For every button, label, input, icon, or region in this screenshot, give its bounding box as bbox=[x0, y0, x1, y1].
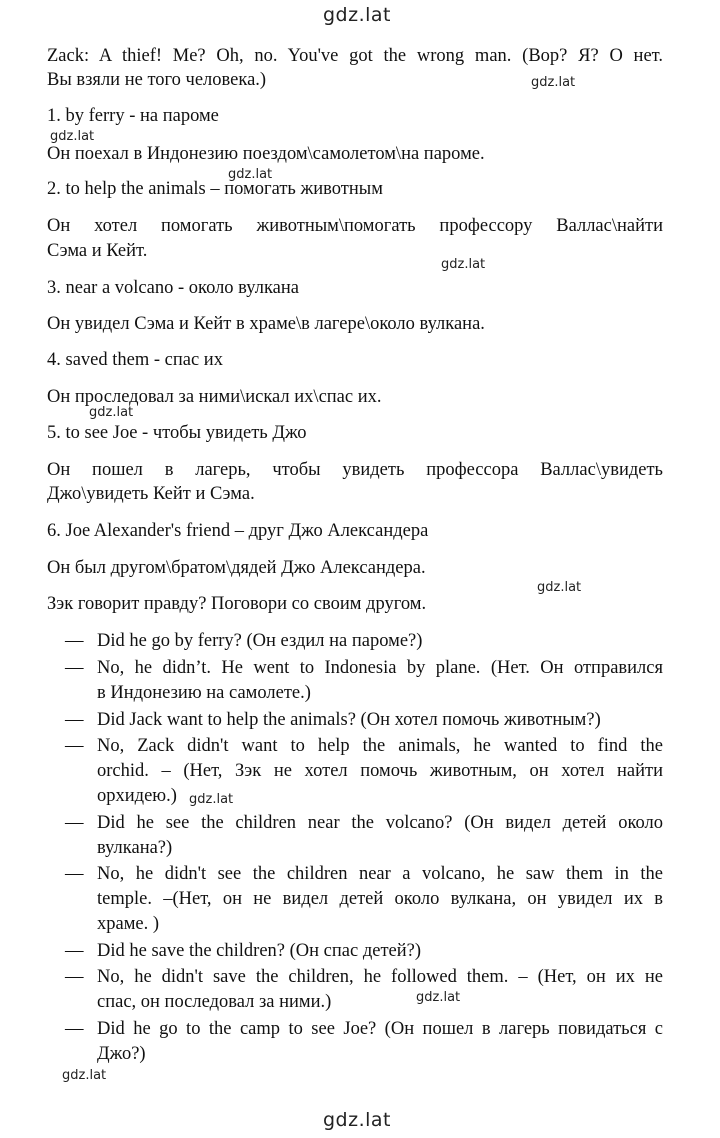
dialogue-dash: — bbox=[65, 710, 84, 730]
watermark: gdz.lat bbox=[189, 792, 234, 807]
intro-line: Вы взяли не того человека.) bbox=[47, 70, 267, 90]
watermark: gdz.lat bbox=[537, 580, 582, 595]
dialogue-dash: — bbox=[65, 631, 84, 651]
watermark: gdz.lat bbox=[89, 405, 134, 420]
dialogue-line: orchid. – (Нет, Зэк не хотел помочь животным, он хотел найти bbox=[97, 761, 663, 781]
dialogue-dash: — bbox=[65, 864, 84, 884]
watermark: gdz.lat bbox=[50, 129, 95, 144]
dialogue-line: орхидею.) bbox=[97, 786, 177, 806]
dialogue-line: Джо?) bbox=[97, 1044, 146, 1064]
item-answer: Он был другом\братом\дядей Джо Александера. bbox=[47, 558, 426, 578]
intro-line: Zack: A thief! Me? Oh, no. You've got the wrong man. (Вор? Я? О нет. bbox=[47, 46, 663, 66]
dialogue-line: Did Jack want to help the animals? (Он хотел помочь животным?) bbox=[97, 710, 601, 730]
watermark: gdz.lat bbox=[228, 167, 273, 182]
watermark: gdz.lat bbox=[531, 75, 576, 90]
item-heading: 6. Joe Alexander's friend – друг Джо Александера bbox=[47, 521, 429, 541]
dialogue-dash: — bbox=[65, 736, 84, 756]
watermark-top: gdz.lat bbox=[323, 4, 392, 26]
watermark: gdz.lat bbox=[441, 257, 486, 272]
dialogue-line: No, Zack didn't want to help the animals, he wanted to find the bbox=[97, 736, 663, 756]
dialogue-dash: — bbox=[65, 941, 84, 961]
dialogue-line: Did he see the children near the volcano? (Он видел детей около bbox=[97, 813, 663, 833]
dialogue-line: temple. –(Нет, он не видел детей около вулкана, он увидел их в bbox=[97, 889, 663, 909]
dialogue-dash: — bbox=[65, 1019, 84, 1039]
item-heading: 1. by ferry - на пароме bbox=[47, 106, 219, 126]
dialogue-line: вулкана?) bbox=[97, 838, 173, 858]
item-answer: Он поехал в Индонезию поездом\самолетом\на пароме. bbox=[47, 144, 485, 164]
item-heading: 4. saved them - спас их bbox=[47, 350, 223, 370]
dialogue-line: храме. ) bbox=[97, 914, 160, 934]
item-answer: Он проследовал за ними\искал их\спас их. bbox=[47, 387, 382, 407]
dialogue-line: спас, он последовал за ними.) bbox=[97, 992, 332, 1012]
dialogue-line: No, he didn’t. He went to Indonesia by plane. (Нет. Он отправился bbox=[97, 658, 663, 678]
dialogue-line: Did he go to the camp to see Joe? (Он пошел в лагерь повидаться с bbox=[97, 1019, 663, 1039]
dialogue-line: No, he didn't see the children near a volcano, he saw them in the bbox=[97, 864, 663, 884]
item-answer: Он увидел Сэма и Кейт в храме\в лагере\около вулкана. bbox=[47, 314, 485, 334]
watermark: gdz.lat bbox=[416, 990, 461, 1005]
item-answer: Джо\увидеть Кейт и Сэма. bbox=[47, 484, 255, 504]
item-heading: 3. near a volcano - около вулкана bbox=[47, 278, 299, 298]
dialogue-dash: — bbox=[65, 813, 84, 833]
watermark-bottom: gdz.lat bbox=[323, 1109, 392, 1131]
dialogue-dash: — bbox=[65, 658, 84, 678]
task-text: Зэк говорит правду? Поговори со своим другом. bbox=[47, 594, 427, 614]
item-answer: Он пошел в лагерь, чтобы увидеть профессора Валлас\увидеть bbox=[47, 460, 663, 480]
item-answer: Сэма и Кейт. bbox=[47, 241, 148, 261]
item-heading: 5. to see Joe - чтобы увидеть Джо bbox=[47, 423, 307, 443]
dialogue-line: Did he save the children? (Он спас детей?) bbox=[97, 941, 422, 961]
watermark: gdz.lat bbox=[62, 1068, 107, 1083]
dialogue-line: Did he go by ferry? (Он ездил на пароме?) bbox=[97, 631, 423, 651]
item-heading: 2. to help the animals – помогать животным bbox=[47, 179, 383, 199]
dialogue-dash: — bbox=[65, 967, 84, 987]
dialogue-line: в Индонезию на самолете.) bbox=[97, 683, 311, 703]
dialogue-line: No, he didn't save the children, he followed them. – (Нет, он их не bbox=[97, 967, 663, 987]
item-answer: Он хотел помогать животным\помогать профессору Валлас\найти bbox=[47, 216, 663, 236]
